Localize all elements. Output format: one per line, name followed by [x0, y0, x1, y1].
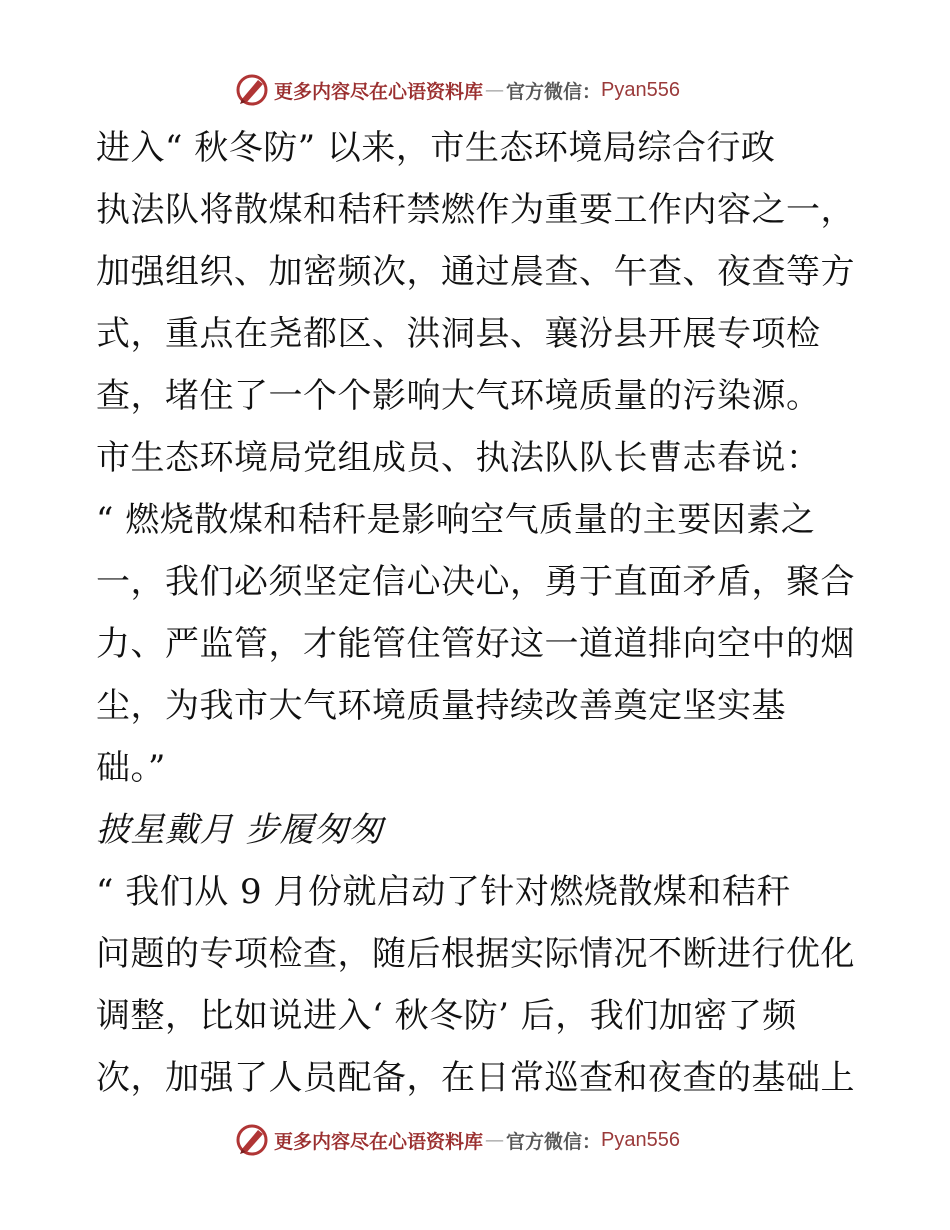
text-line: 进入“ 秋冬防” 以来，市生态环境局综合行政: [96, 128, 776, 168]
paragraph-3: [96, 861, 856, 1109]
watermark-wechat-label: 官方微信：: [506, 80, 602, 103]
text-line: 市生态环境局党组成员、执法队队长曹志春说：: [96, 438, 821, 478]
section-heading: [96, 799, 856, 861]
watermark-wechat-id: Pyan556: [601, 1128, 680, 1151]
watermark-text: 更多内容尽在心语资料库: [274, 1130, 484, 1153]
text-line: 调整，比如说进入‘ 秋冬防’ 后，我们加密了频: [96, 996, 797, 1036]
text-line: 一，我们必须坚定信心决心，勇于直面矛盾，聚合: [96, 562, 855, 602]
text-line: 础。”: [96, 748, 166, 788]
text-line: 查，堵住了一个个影响大气环境质量的污染源。: [96, 376, 821, 416]
text-line: 执法队将散煤和秸秆禁燃作为重要工作内容之一，: [96, 190, 855, 230]
watermark-header: [234, 72, 680, 108]
pen-in-circle-icon: [234, 72, 270, 108]
watermark-dash: —: [485, 79, 505, 101]
watermark-wechat-label: 官方微信：: [506, 1130, 602, 1153]
pen-in-circle-icon: [234, 1122, 270, 1158]
watermark-dash: —: [485, 1129, 505, 1151]
text-line: 次，加强了人员配备，在日常巡查和夜查的基础上: [96, 1058, 855, 1098]
text-line: 加强组织、加密频次，通过晨查、午查、夜查等方: [96, 252, 855, 292]
paragraph-1: [96, 117, 856, 427]
heading-line: 披星戴月 步履匆匆: [96, 810, 384, 850]
text-line: 式，重点在尧都区、洪洞县、襄汾县开展专项检: [96, 314, 821, 354]
watermark-footer: [234, 1122, 680, 1158]
paragraph-2: [96, 427, 856, 799]
document-body: [96, 117, 856, 1109]
text-line: 力、严监管，才能管住管好这一道道排向空中的烟: [96, 624, 855, 664]
text-line: 问题的专项检查，随后根据实际情况不断进行优化: [96, 934, 855, 974]
watermark-wechat-id: Pyan556: [601, 78, 680, 101]
text-line: 尘，为我市大气环境质量持续改善奠定坚实基: [96, 686, 786, 726]
text-line: “ 我们从 9 月份就启动了针对燃烧散煤和秸秆: [96, 872, 791, 912]
watermark-text: 更多内容尽在心语资料库: [274, 80, 484, 103]
text-line: “ 燃烧散煤和秸秆是影响空气质量的主要因素之: [96, 500, 816, 540]
